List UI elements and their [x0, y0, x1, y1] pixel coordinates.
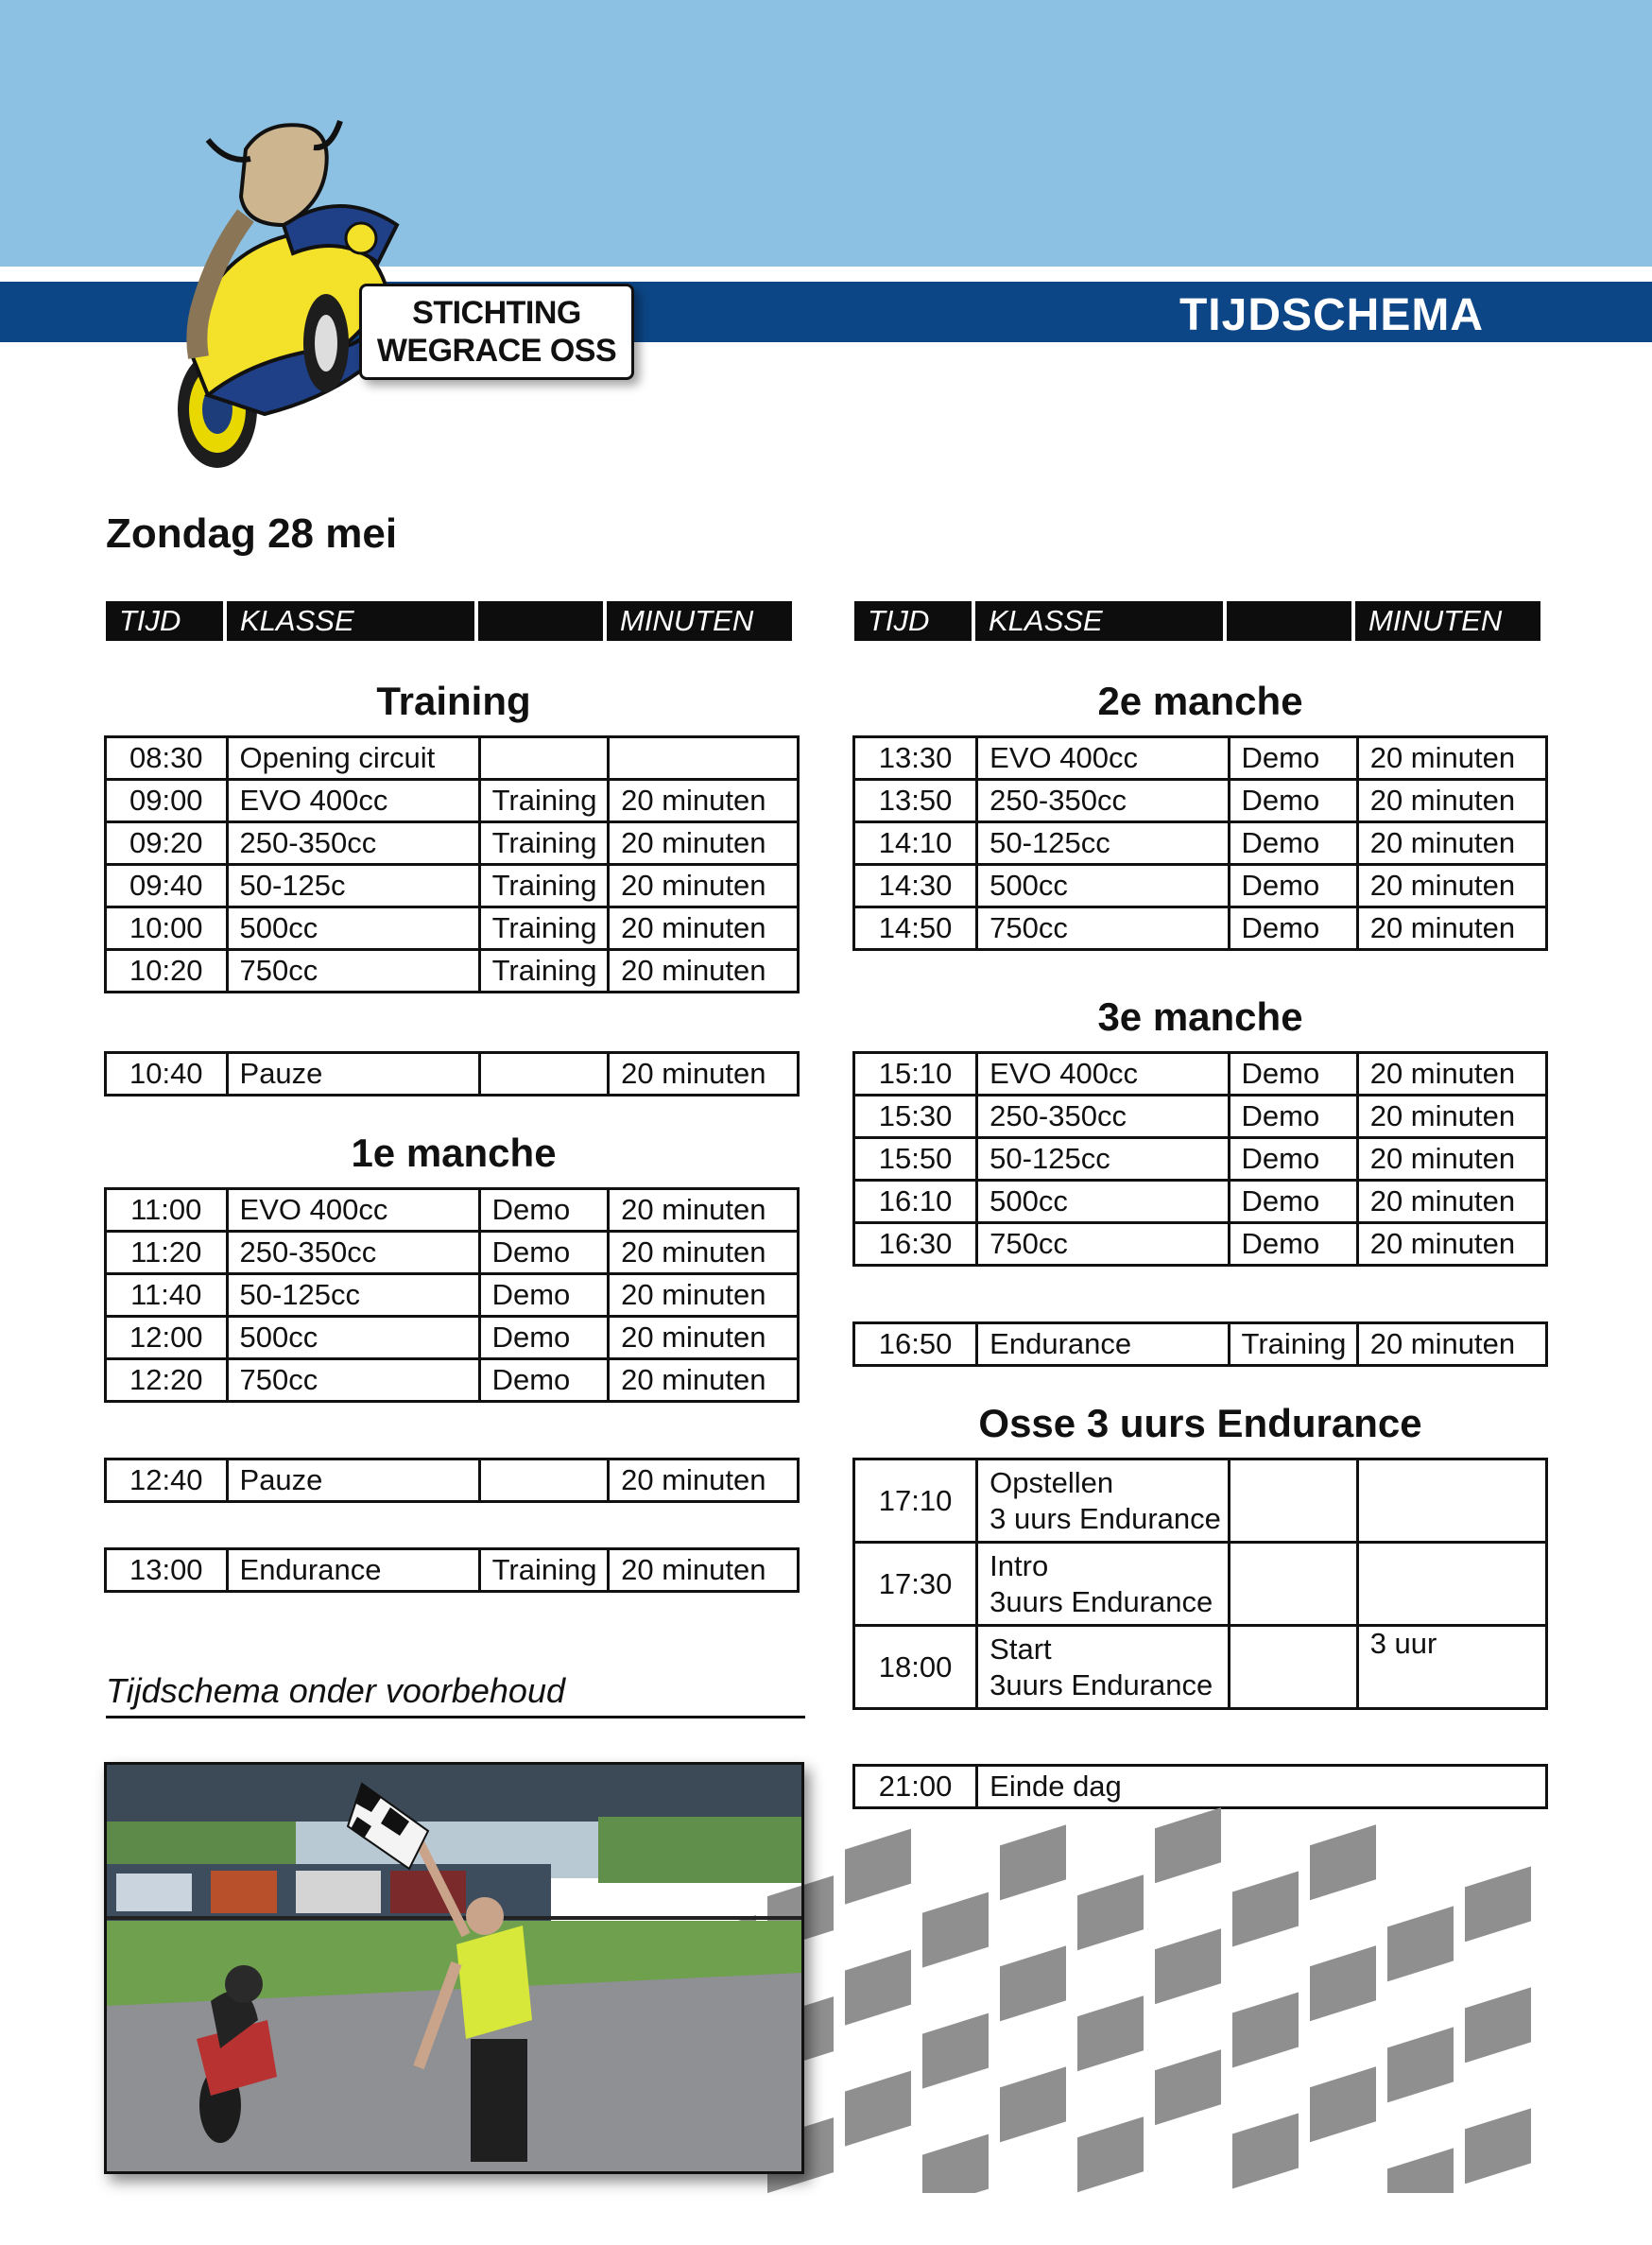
column-header-left [106, 601, 796, 641]
flag-square [1232, 1871, 1299, 1946]
table-row [854, 865, 1547, 907]
cell-klasse: 250-350cc [227, 1232, 479, 1274]
cell-tijd: 17:10 [854, 1459, 977, 1543]
table-row [106, 1549, 799, 1592]
table-row [106, 822, 799, 865]
schedule-date: Zondag 28 mei [106, 510, 398, 557]
cell-klasse: 750cc [977, 1223, 1229, 1266]
cell-line: Start [989, 1632, 1052, 1666]
cell-minuten [609, 737, 799, 780]
cell-klasse [977, 1626, 1229, 1709]
cell-minuten: 20 minuten [609, 1459, 799, 1502]
cell-extra: Demo [479, 1189, 609, 1232]
cell-tijd: 12:40 [106, 1459, 228, 1502]
flag-square [1387, 1906, 1454, 1981]
cell-minuten: 20 minuten [1357, 1138, 1546, 1181]
flag-square [1077, 1995, 1144, 2071]
cell-klasse: 500cc [227, 907, 479, 950]
cell-minuten: 20 minuten [1357, 1053, 1546, 1096]
cell-extra: Training [479, 1549, 609, 1592]
cell-tijd: 08:30 [106, 737, 228, 780]
flag-square [922, 2013, 989, 2089]
table-1e-manche [104, 1187, 800, 1403]
page-title: TIJDSCHEMA [1179, 290, 1484, 340]
cell-tijd: 13:50 [854, 780, 977, 822]
flag-square [1000, 2066, 1066, 2142]
cell-extra: Demo [479, 1274, 609, 1317]
cell-minuten: 3 uur [1357, 1626, 1546, 1709]
cell-minuten [1357, 1459, 1546, 1543]
section-title-3e-manche: 3e manche [1097, 994, 1303, 1039]
cell-klasse [977, 1543, 1229, 1626]
cell-minuten: 20 minuten [1357, 865, 1546, 907]
cell-extra: Demo [1229, 1138, 1357, 1181]
cell-tijd: 15:30 [854, 1096, 977, 1138]
table-row [854, 1323, 1547, 1366]
cell-minuten: 20 minuten [609, 1053, 799, 1096]
cell-klasse: 50-125c [227, 865, 479, 907]
cell-klasse: Endurance [227, 1549, 479, 1592]
cell-extra: Demo [1229, 865, 1357, 907]
cell-klasse: 250-350cc [977, 1096, 1229, 1138]
cell-minuten: 20 minuten [609, 1189, 799, 1232]
cell-minuten: 20 minuten [609, 1359, 799, 1402]
cell-extra: Training [479, 780, 609, 822]
cell-klasse [977, 1459, 1229, 1543]
flag-square [922, 2134, 989, 2193]
header-extra [478, 601, 603, 641]
table-row [106, 1459, 799, 1502]
cell-klasse: 500cc [977, 1181, 1229, 1223]
cell-klasse: 50-125cc [977, 822, 1229, 865]
cell-klasse: 50-125cc [977, 1138, 1229, 1181]
table-row [854, 1096, 1547, 1138]
flag-square [1155, 1928, 1221, 2004]
flag-square [1232, 1992, 1299, 2067]
cell-klasse: Pauze [227, 1053, 479, 1096]
cell-extra: Demo [1229, 1223, 1357, 1266]
race-photo [104, 1762, 804, 2174]
cell-minuten: 20 minuten [1357, 737, 1546, 780]
cell-tijd: 14:50 [854, 907, 977, 950]
cell-tijd: 10:00 [106, 907, 228, 950]
cell-extra: Demo [1229, 780, 1357, 822]
cell-extra: Training [479, 907, 609, 950]
cell-tijd: 18:00 [854, 1626, 977, 1709]
cell-tijd: 11:00 [106, 1189, 228, 1232]
table-row [106, 1053, 799, 1096]
cell-klasse: 750cc [977, 907, 1229, 950]
column-header-right [854, 601, 1544, 641]
cell-extra [1229, 1459, 1357, 1543]
cell-tijd: 14:10 [854, 822, 977, 865]
flag-square [1465, 1987, 1531, 2063]
cell-extra: Demo [479, 1359, 609, 1402]
cell-extra: Demo [1229, 737, 1357, 780]
cell-tijd: 13:30 [854, 737, 977, 780]
cell-extra [479, 1459, 609, 1502]
flag-square [845, 1829, 911, 1905]
cell-extra: Demo [479, 1317, 609, 1359]
cell-tijd: 10:20 [106, 950, 228, 993]
cell-klasse: EVO 400cc [227, 1189, 479, 1232]
cell-minuten [1357, 1543, 1546, 1626]
flag-square [845, 2071, 911, 2147]
table-row [854, 1459, 1547, 1543]
table-row [106, 780, 799, 822]
cell-extra [479, 1053, 609, 1096]
cell-tijd: 09:40 [106, 865, 228, 907]
cell-extra: Demo [1229, 1181, 1357, 1223]
cell-minuten: 20 minuten [609, 1317, 799, 1359]
logo-wordmark [359, 284, 634, 380]
flag-square [1077, 2116, 1144, 2192]
cell-extra [479, 737, 609, 780]
table-row [854, 1626, 1547, 1709]
header-tijd: TIJD [854, 601, 972, 641]
flag-square [1310, 1945, 1376, 2021]
table-osse-endurance [852, 1458, 1548, 1710]
table-pauze-1 [104, 1051, 800, 1097]
cell-minuten: 20 minuten [609, 780, 799, 822]
table-row [854, 1053, 1547, 1096]
cell-line: Opstellen [989, 1465, 1114, 1499]
cell-klasse: Opening circuit [227, 737, 479, 780]
cell-extra [1229, 1543, 1357, 1626]
cell-tijd: 13:00 [106, 1549, 228, 1592]
table-endurance-training-left [104, 1547, 800, 1593]
flag-square [1387, 2027, 1454, 2102]
flag-square [1310, 1824, 1376, 1900]
cell-klasse: 750cc [227, 1359, 479, 1402]
flag-square [1077, 1874, 1144, 1950]
flag-square [1155, 2049, 1221, 2125]
table-row [106, 737, 799, 780]
cell-extra: Training [479, 865, 609, 907]
cell-klasse: Endurance [977, 1323, 1229, 1366]
header-klasse: KLASSE [975, 601, 1223, 641]
table-pauze-2 [104, 1458, 800, 1503]
cell-minuten: 20 minuten [609, 907, 799, 950]
table-row [854, 1223, 1547, 1266]
cell-klasse: 250-350cc [227, 822, 479, 865]
cell-minuten: 20 minuten [609, 1549, 799, 1592]
cell-tijd: 16:30 [854, 1223, 977, 1266]
table-row [106, 1317, 799, 1359]
cell-tijd: 17:30 [854, 1543, 977, 1626]
cell-minuten: 20 minuten [1357, 1323, 1546, 1366]
cell-minuten: 20 minuten [609, 1274, 799, 1317]
flag-square [1310, 2066, 1376, 2142]
table-row [854, 907, 1547, 950]
header-extra [1227, 601, 1351, 641]
cell-minuten: 20 minuten [1357, 907, 1546, 950]
cell-klasse: 500cc [227, 1317, 479, 1359]
table-row [854, 1181, 1547, 1223]
header-tijd: TIJD [106, 601, 223, 641]
cell-klasse: 50-125cc [227, 1274, 479, 1317]
cell-extra: Demo [1229, 1053, 1357, 1096]
table-row [106, 1359, 799, 1402]
cell-line: Intro [989, 1548, 1049, 1582]
header-klasse: KLASSE [227, 601, 474, 641]
table-row [854, 737, 1547, 780]
table-row [854, 822, 1547, 865]
table-row [106, 950, 799, 993]
cell-klasse: 500cc [977, 865, 1229, 907]
table-2e-manche [852, 735, 1548, 951]
cell-tijd: 15:50 [854, 1138, 977, 1181]
flag-square [1387, 2148, 1454, 2193]
cell-extra: Demo [1229, 822, 1357, 865]
cell-tijd: 10:40 [106, 1053, 228, 1096]
cell-klasse: EVO 400cc [977, 1053, 1229, 1096]
table-row [106, 1274, 799, 1317]
table-row [106, 907, 799, 950]
section-title-osse-endurance: Osse 3 uurs Endurance [978, 1401, 1422, 1445]
cell-minuten: 20 minuten [609, 822, 799, 865]
logo-line-1: STICHTING [412, 295, 581, 331]
cell-minuten: 20 minuten [609, 1232, 799, 1274]
section-title-2e-manche: 2e manche [1097, 679, 1303, 723]
cell-line: 3uurs Endurance [989, 1667, 1213, 1701]
cell-klasse: Einde dag [977, 1766, 1547, 1808]
table-row [854, 780, 1547, 822]
cell-minuten: 20 minuten [1357, 1223, 1546, 1266]
cell-tijd: 21:00 [854, 1766, 977, 1808]
cell-extra: Demo [479, 1232, 609, 1274]
header-minuten: MINUTEN [607, 601, 792, 641]
cell-tijd: 11:40 [106, 1274, 228, 1317]
cell-extra: Demo [1229, 1096, 1357, 1138]
cell-line: 3 uurs Endurance [989, 1501, 1221, 1535]
cell-extra: Training [479, 950, 609, 993]
section-title-1e-manche: 1e manche [351, 1131, 557, 1175]
cell-klasse: 250-350cc [977, 780, 1229, 822]
flag-square [1000, 1824, 1066, 1900]
cell-tijd: 15:10 [854, 1053, 977, 1096]
cell-extra: Training [1229, 1323, 1357, 1366]
cell-tijd: 09:00 [106, 780, 228, 822]
table-row [854, 1543, 1547, 1626]
section-title-training: Training [376, 679, 531, 723]
cell-extra [1229, 1626, 1357, 1709]
cell-minuten: 20 minuten [609, 950, 799, 993]
cell-minuten: 20 minuten [609, 865, 799, 907]
cell-minuten: 20 minuten [1357, 1181, 1546, 1223]
flag-square [1232, 2113, 1299, 2188]
logo-line-2: WEGRACE OSS [376, 333, 617, 369]
table-row [106, 1232, 799, 1274]
cell-minuten: 20 minuten [1357, 780, 1546, 822]
cell-klasse: EVO 400cc [977, 737, 1229, 780]
cell-klasse: 750cc [227, 950, 479, 993]
note-underline [106, 1716, 805, 1718]
cell-tijd: 11:20 [106, 1232, 228, 1274]
flag-square [1000, 1945, 1066, 2021]
cell-tijd: 09:20 [106, 822, 228, 865]
cell-minuten: 20 minuten [1357, 1096, 1546, 1138]
cell-tijd: 12:00 [106, 1317, 228, 1359]
table-3e-manche [852, 1051, 1548, 1267]
cell-klasse: Pauze [227, 1459, 479, 1502]
table-row [854, 1138, 1547, 1181]
cell-tijd: 16:10 [854, 1181, 977, 1223]
table-training [104, 735, 800, 993]
cell-minuten: 20 minuten [1357, 822, 1546, 865]
cell-tijd: 12:20 [106, 1359, 228, 1402]
cell-extra: Demo [1229, 907, 1357, 950]
cell-klasse: EVO 400cc [227, 780, 479, 822]
flag-square [922, 1892, 989, 1968]
flag-square [1465, 2108, 1531, 2184]
cell-tijd: 14:30 [854, 865, 977, 907]
disclaimer-note: Tijdschema onder voorbehoud [106, 1671, 565, 1710]
cell-extra: Training [479, 822, 609, 865]
flag-square [845, 1950, 911, 2026]
table-row [106, 1189, 799, 1232]
header-minuten: MINUTEN [1355, 601, 1540, 641]
flag-square [1465, 1866, 1531, 1942]
table-endurance-training-right [852, 1321, 1548, 1367]
cell-tijd: 16:50 [854, 1323, 977, 1366]
flag-square [1155, 1807, 1221, 1883]
table-row [106, 865, 799, 907]
cell-line: 3uurs Endurance [989, 1584, 1213, 1618]
